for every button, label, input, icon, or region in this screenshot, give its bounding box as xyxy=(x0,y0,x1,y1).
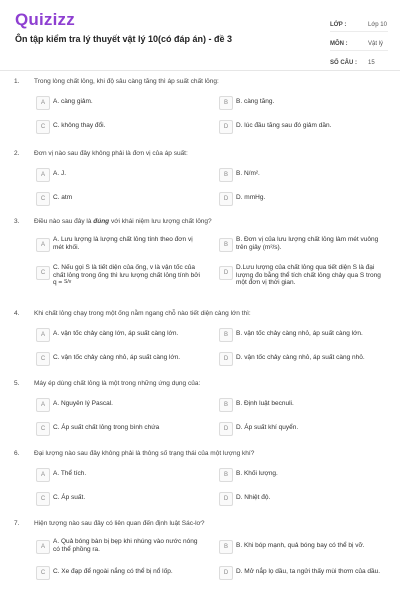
option-text: B. vận tốc chảy càng nhỏ, áp suất càng lớn. xyxy=(236,330,363,337)
question-text: Khi chất lỏng chạy trong một ống nằm ngang chỗ nào tiết diện càng lớn thì: xyxy=(34,310,251,317)
option-text: B. N/m². xyxy=(236,170,260,177)
option-text: B. Khi bóp mạnh, quả bóng bay có thể bị vỡ. xyxy=(236,542,365,549)
option-letter: A xyxy=(36,398,50,412)
question-number: 5. xyxy=(14,380,20,387)
option-letter: A xyxy=(36,168,50,182)
option-text: A. Quả bóng bàn bị bẹp khi nhúng vào nước nóng có thể phồng ra. xyxy=(53,538,198,553)
option-text: A. Nguyên lý Pascal. xyxy=(53,400,113,407)
option-letter: B xyxy=(219,398,233,412)
question-text: Hiện tượng nào sau đây có liên quan đến định luật Sác-lơ? xyxy=(34,520,205,527)
formula: q = S/v xyxy=(53,279,72,287)
option-letter: C xyxy=(36,492,50,506)
option-text: B. Khối lượng. xyxy=(236,470,278,477)
meta-subject: MÔN : Vật lý xyxy=(330,32,388,51)
option-text: D. Mở nắp lọ dầu, ta ngửi thấy mùi thơm của dầu. xyxy=(236,568,381,575)
option-text: C. Xe đạp để ngoài nắng có thể bị nổ lốp. xyxy=(53,568,173,575)
option-text: D. mmHg. xyxy=(236,194,266,201)
option-text: A. Lưu lượng là lượng chất lỏng tính theo đơn vị mét khối. xyxy=(53,236,193,251)
option-letter: A xyxy=(36,238,50,252)
question-text: Đại lượng nào sau đây không phải là thông số trạng thái của một lượng khí? xyxy=(34,450,255,457)
option-letter: D xyxy=(219,422,233,436)
question-number: 7. xyxy=(14,520,20,527)
option-text: D. lúc đầu tăng sau đó giảm dần. xyxy=(236,122,332,129)
worksheet-title: Ôn tập kiểm tra lý thuyết vật lý 10(có đáp án) - đề 3 xyxy=(15,34,233,44)
option-letter: C xyxy=(36,266,50,280)
option-text: C. vận tốc chảy càng nhỏ, áp suất càng lớn. xyxy=(53,354,181,361)
option-letter: B xyxy=(219,238,233,252)
option-text: D. vận tốc chảy càng nhỏ, áp suất càng nhỏ. xyxy=(236,354,365,361)
option-text: A. càng giảm. xyxy=(53,98,93,105)
option-text: C. atm xyxy=(53,194,73,201)
question-text: Đơn vị nào sau đây không phải là đơn vị của áp suất: xyxy=(34,150,188,157)
option-letter: B xyxy=(219,468,233,482)
question-number: 4. xyxy=(14,310,20,317)
question-number: 3. xyxy=(14,218,20,225)
option-letter: C xyxy=(36,352,50,366)
option-letter: B xyxy=(219,540,233,554)
option-letter: A xyxy=(36,328,50,342)
option-letter: C xyxy=(36,566,50,580)
option-text: C. Áp suất chất lỏng trong bình chứa xyxy=(53,424,160,431)
option-letter: D xyxy=(219,120,233,134)
quizizz-logo[interactable]: Quizizz xyxy=(15,10,75,29)
worksheet-header xyxy=(0,0,400,71)
option-text: D. Nhiệt độ. xyxy=(236,494,271,501)
question-text: Điều nào sau đây là đúng với khái niệm lưu lượng chất lỏng? xyxy=(34,218,212,225)
option-letter: D xyxy=(219,492,233,506)
option-letter: A xyxy=(36,468,50,482)
option-text: A. vận tốc chảy càng lớn, áp suất càng lớn. xyxy=(53,330,179,337)
option-letter: C xyxy=(36,192,50,206)
question-text: Máy ép dùng chất lỏng là một trong những ứng dụng của: xyxy=(34,380,201,387)
question-number: 6. xyxy=(14,450,20,457)
worksheet-meta xyxy=(330,13,388,69)
option-letter: D xyxy=(219,266,233,280)
option-letter: A xyxy=(36,96,50,110)
option-letter: B xyxy=(219,328,233,342)
option-text: A. J. xyxy=(53,170,67,177)
option-letter: D xyxy=(219,192,233,206)
option-letter: C xyxy=(36,120,50,134)
option-letter: C xyxy=(36,422,50,436)
question-number: 1. xyxy=(14,78,20,85)
option-letter: A xyxy=(36,540,50,554)
option-text: A. Thể tích. xyxy=(53,470,87,477)
option-text: B. Định luật becnuli. xyxy=(236,400,294,407)
option-text: C. Áp suất. xyxy=(53,494,86,501)
option-text: D. Áp suất khí quyển. xyxy=(236,424,299,431)
option-text: B. càng tăng. xyxy=(236,98,275,105)
option-letter: B xyxy=(219,168,233,182)
option-letter: D xyxy=(219,566,233,580)
meta-class: LỚP : Lớp 10 xyxy=(330,13,388,32)
option-text: B. Đơn vị của lưu lượng chất lỏng làm mét vuông trên giây (m²/s). xyxy=(236,236,379,251)
option-letter: B xyxy=(219,96,233,110)
option-text: C. không thay đổi. xyxy=(53,122,106,129)
option-letter: D xyxy=(219,352,233,366)
emphasis-text: đúng xyxy=(93,218,110,225)
meta-question-count: SỐ CÂU : 15 xyxy=(330,60,375,66)
option-text: D.Lưu lượng của chất lỏng qua tiết diện S là đại lượng đo bằng thể tích chất lỏng chảy qua S trong một đơn vị thời gian. xyxy=(236,264,381,286)
question-text: Trong lòng chất lỏng, khi độ sâu càng tăng thì áp suất chất lỏng: xyxy=(34,78,219,85)
question-number: 2. xyxy=(14,150,20,157)
option-text: C. Nếu gọi S là tiết diện của ống, v là vận tốc của chất lỏng trong ống thì lưu lượng chất lỏng tính bởi q = S/v xyxy=(53,264,200,287)
